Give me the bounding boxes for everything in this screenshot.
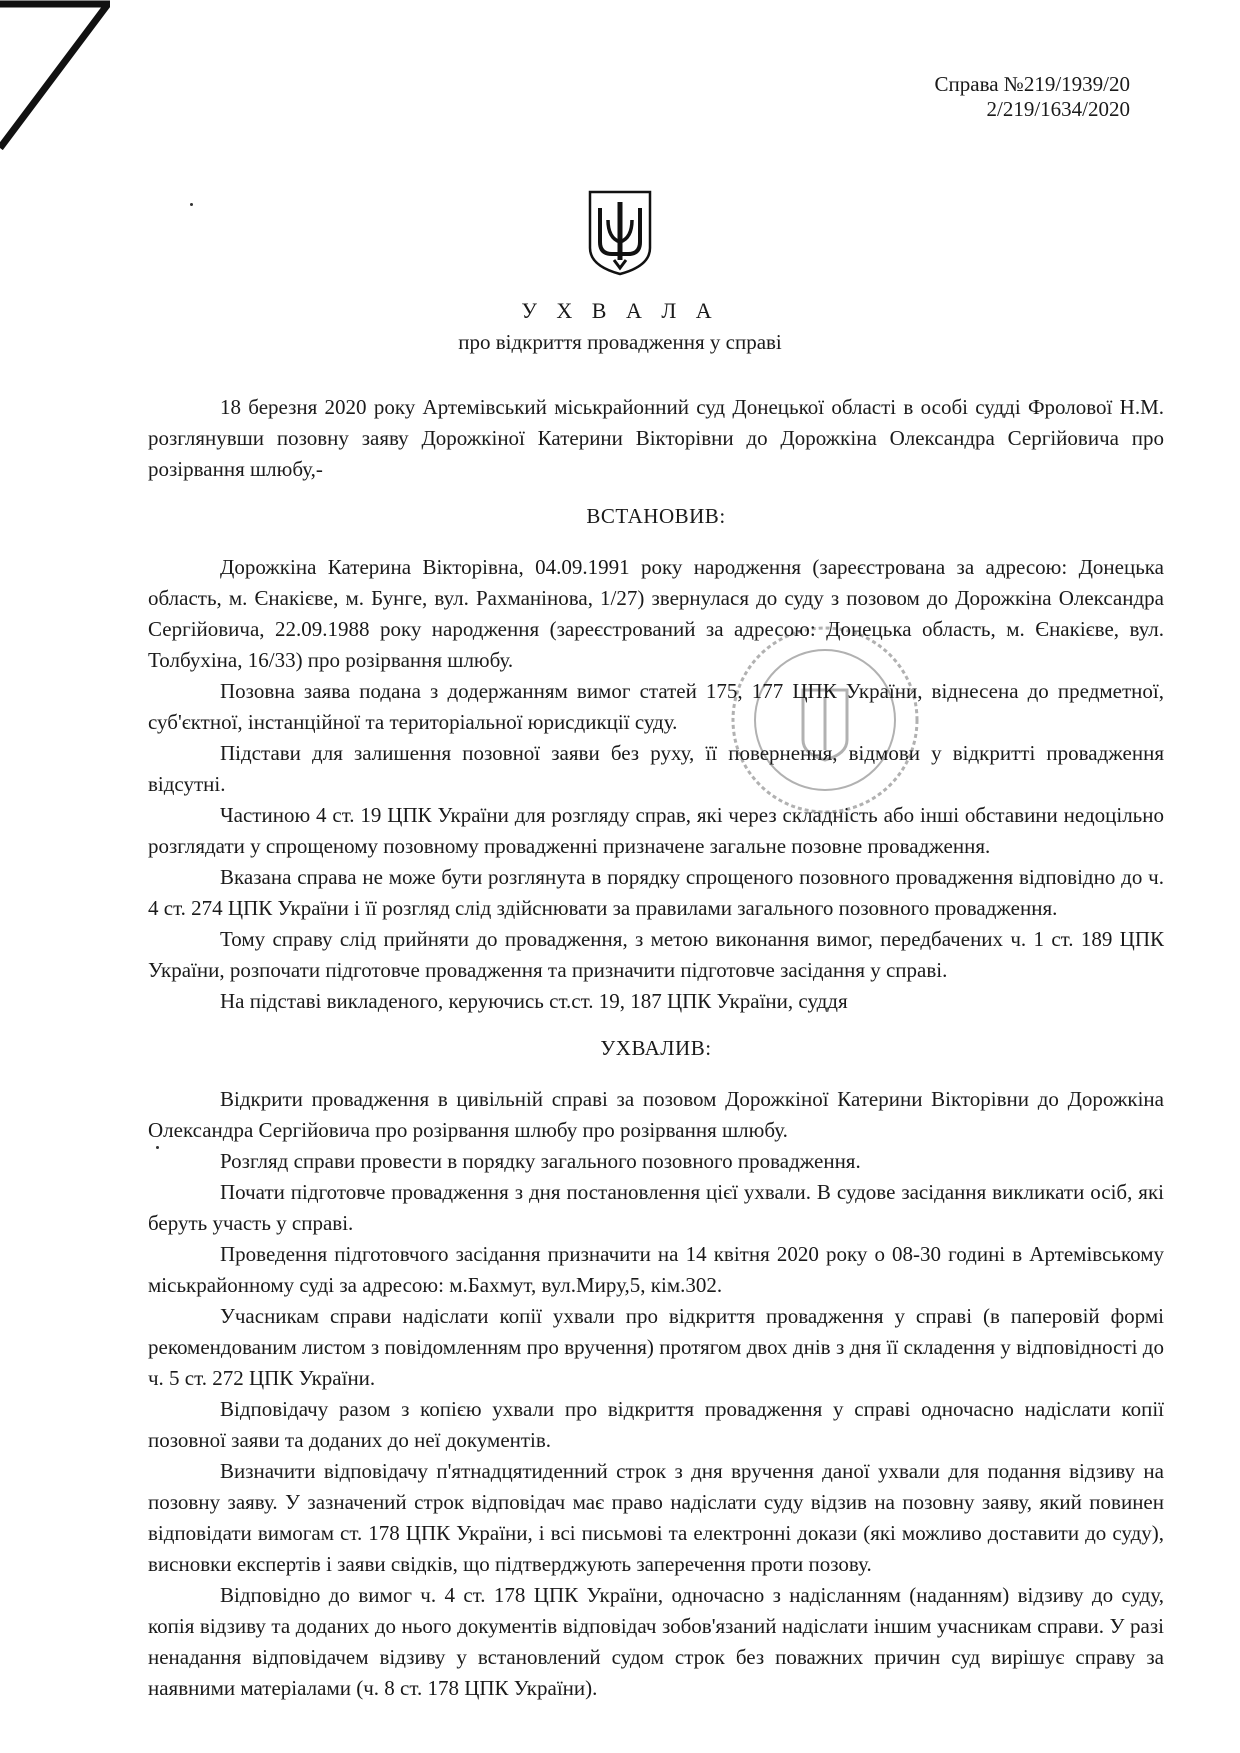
trident-emblem-icon: [586, 190, 654, 276]
paragraph: Позовна заява подана з додержанням вимог статей 175, 177 ЦПК України, віднесена до предметної, суб'єктної, інстанційної та територіальної юрисдикції суду.: [148, 679, 1164, 734]
case-number: [935, 72, 1130, 122]
paragraph: Відповідно до вимог ч. 4 ст. 178 ЦПК України, одночасно з надісланням (наданням) відзиву до суду, копія відзиву та доданих до нього документів відповідач зобов'язаний надіслати іншим учасникам справи. У разі ненадання відповідачем відзиву у встановлений судом строк без поважних причин суд вирішує справу за наявними матеріалами (ч. 8 ст. 178 ЦПК України).: [148, 1583, 1164, 1700]
paragraph: Частиною 4 ст. 19 ЦПК України для розгляду справ, які через складність або інші обставини недоцільно розглядати у спрощеному позовному провадженні призначене загальне позовне провадження.: [148, 803, 1164, 858]
intro-paragraph: 18 березня 2020 року Артемівський міськрайонний суд Донецької області в особі судді Фролової Н.М. розглянувши позовну заяву Дорожкіної Катерини Вікторівни до Дорожкіна Олександра Сергійовича про розірвання шлюбу,-: [148, 395, 1164, 481]
heading-ruled: УХВАЛИВ:: [600, 1036, 712, 1060]
document-subtitle: про відкриття провадження у справі: [458, 330, 782, 354]
paragraph: Підстави для залишення позовної заяви без руху, її повернення, відмови у відкритті провадження відсутні.: [148, 741, 1164, 796]
paragraph: Відповідачу разом з копією ухвали про відкриття провадження у справі одночасно надіслати копії позовної заяви та доданих до неї документів.: [148, 1397, 1164, 1452]
paragraph: Визначити відповідачу п'ятнадцятиденний строк з дня вручення даної ухвали для подання відзиву на позовну заяву. У зазначений строк відповідач має право надіслати суду відзив на позовну заяву, який повинен відповідати вимогам ст. 178 ЦПК України, і всі письмові та електронні докази (які можливо доставити до суду), висновки експертів і заяви свідків, що підтверджують заперечення проти позову.: [148, 1459, 1164, 1576]
paragraph: Вказана справа не може бути розглянута в порядку спрощеного позовного провадження відповідно до ч. 4 ст. 274 ЦПК України і її розгляд слід здійснювати за правилами загального позовного провадження.: [148, 865, 1164, 920]
heading-established: ВСТАНОВИВ:: [586, 504, 726, 528]
scan-speck: [190, 203, 193, 206]
paragraph: Почати підготовче провадження з дня постановлення цієї ухвали. В судове засідання викликати осіб, які беруть участь у справі.: [148, 1180, 1164, 1235]
paragraph: Проведення підготовчого засідання призначити на 14 квітня 2020 року о 08-30 годині в Артемівському міськрайонному суді за адресою: м.Бахмут, вул.Миру,5, кім.302.: [148, 1242, 1164, 1297]
document-title: У Х В А Л А: [521, 298, 719, 323]
paragraph: Розгляд справи провести в порядку загального позовного провадження.: [220, 1149, 861, 1173]
scan-corner-mark: [0, 0, 110, 150]
paragraph: Учасникам справи надіслати копії ухвали про відкриття провадження у справі (в паперовій формі рекомендованим листом з повідомленням про вручення) протягом двох днів з дня її складення у відповідності до ч. 5 ст. 272 ЦПК України.: [148, 1304, 1164, 1390]
case-number-line2: 2/219/1634/2020: [986, 97, 1130, 121]
case-number-line1: Справа №219/1939/20: [934, 72, 1130, 96]
paragraph: Відкрити провадження в цивільній справі за позовом Дорожкіної Катерини Вікторівни до Дорожкіна Олександра Сергійовича про розірвання шлюбу про розірвання шлюбу.: [148, 1087, 1164, 1142]
paragraph: Дорожкіна Катерина Вікторівна, 04.09.1991 року народження (зареєстрована за адресою: Донецька область, м. Єнакієве, м. Бунге, вул. Рахманінова, 1/27) звернулася до суду з позовом до Дорожкіна Олександра Сергійовича, 22.09.1988 року народження (зареєстрований за адресою: Донецька область, м. Єнакієве, вул. Толбухіна, 16/33) про розірвання шлюбу.: [148, 555, 1164, 672]
document-body: [148, 376, 1164, 1704]
paragraph: Тому справу слід прийняти до провадження, з метою виконання вимог, передбачених ч. 1 ст. 189 ЦПК України, розпочати підготовче провадження та призначити підготовче засідання у справі.: [148, 927, 1164, 982]
paragraph: На підставі викладеного, керуючись ст.ст. 19, 187 ЦПК України, суддя: [220, 989, 848, 1013]
